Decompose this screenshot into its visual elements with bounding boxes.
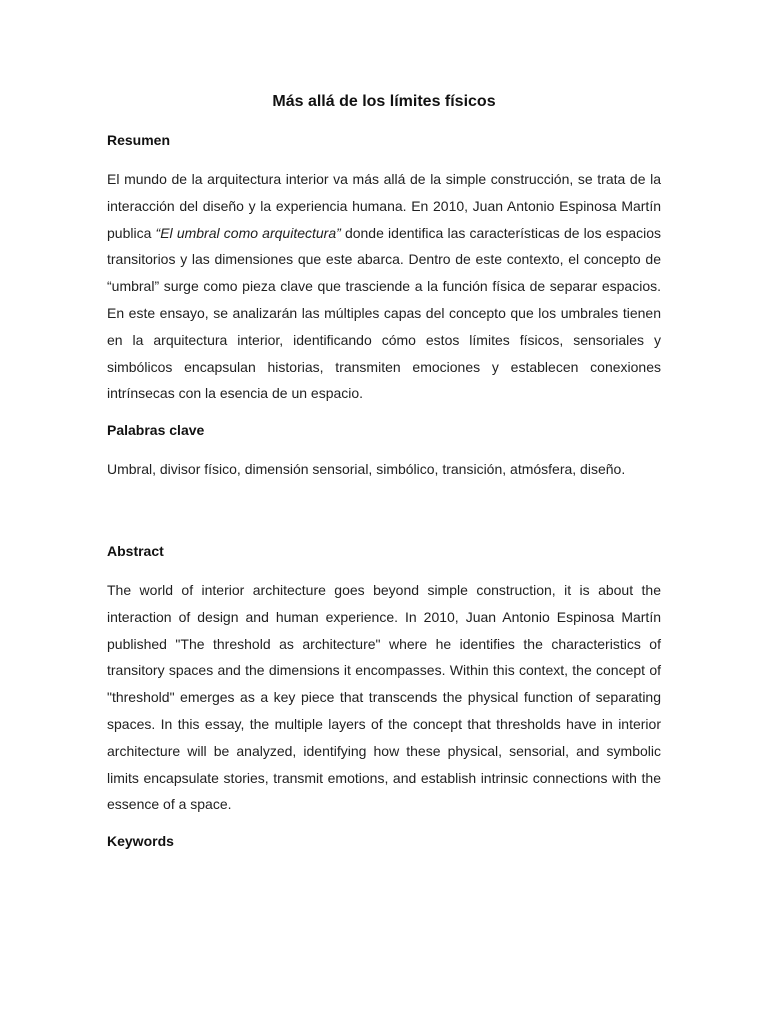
abstract-heading: Abstract bbox=[107, 542, 164, 559]
abstract-paragraph: The world of interior architecture goes beyond simple construction, it is about the interaction of design and human experience. In 2010, Juan Antonio Espinosa Martín published "The threshold as architecture" where he identifies the characteristics of transitory spaces and the dimensions it encompasses. Within this context, the concept of "threshold" emerges as a key piece that transcends the physical function of separating spaces. In this essay, the multiple layers of the concept that thresholds have in interior architecture will be analyzed, identifying how these physical, sensorial, and symbolic limits encapsulate stories, transmit emotions, and establish intrinsic connections with the essence of a space. bbox=[107, 581, 661, 813]
resumen-paragraph bbox=[107, 166, 661, 407]
resumen-cited-work-title: “El umbral como arquitectura” bbox=[155, 224, 341, 241]
palabras-clave-heading: Palabras clave bbox=[107, 422, 205, 439]
document-body bbox=[107, 90, 661, 852]
resumen-heading: Resumen bbox=[107, 132, 171, 148]
palabras-clave-text: Umbral, divisor físico, dimensión sensorial, simbólico, transición, atmósfera, diseño. bbox=[107, 461, 626, 478]
document-title: Más allá de los límites físicos bbox=[272, 93, 496, 110]
resumen-text-start: El mundo de la arquitectura interior va más allá de la simple construcción, se trata de la interacción del diseño y la experiencia humana. En 2010, Juan Antonio Espinosa Martín publica bbox=[107, 171, 661, 241]
keywords-heading: Keywords bbox=[107, 833, 174, 850]
resumen-text-end: donde identifica las características de los espacios transitorios y las dimensiones que este abarca. Dentro de este contexto, el concepto de “umbral” surge como pieza clave que trasciende a la función física de separar espacios. En este ensayo, se analizarán las múltiples capas del concepto que los umbrales tienen en la arquitectura interior, identificando cómo estos límites físicos, sensoriales y simbólicos encapsulan historias, transmiten emociones y establecen conexiones intrínsecas con la esencia de un espacio. bbox=[107, 224, 662, 402]
